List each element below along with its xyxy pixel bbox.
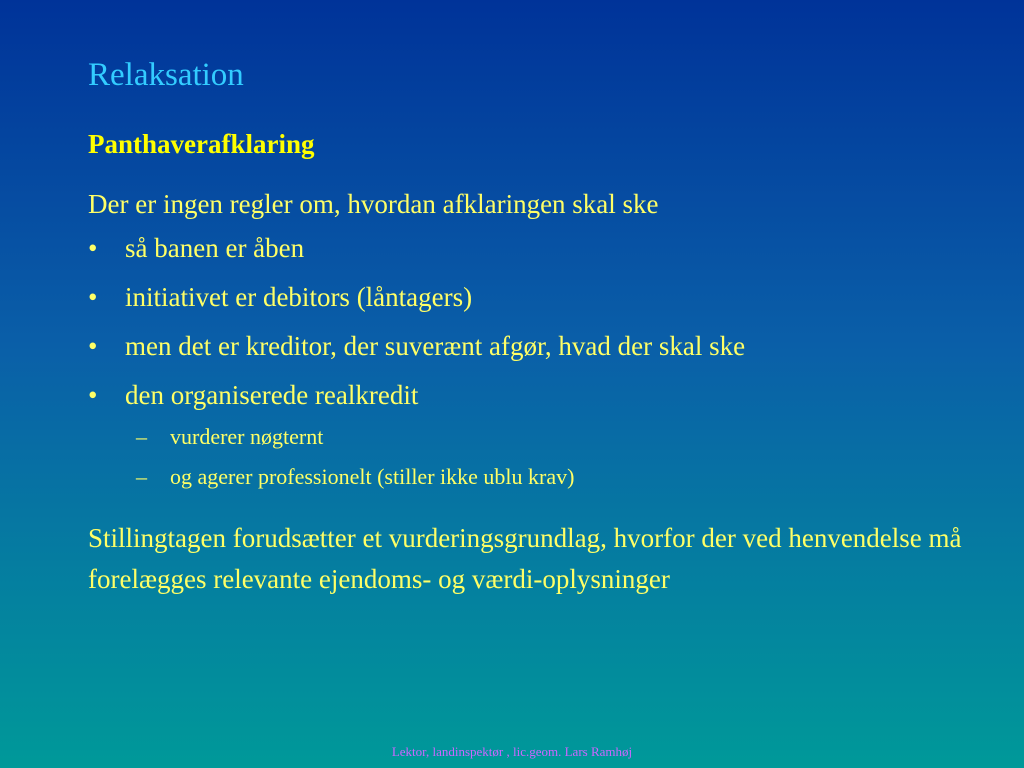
bullet-item bbox=[88, 232, 745, 281]
bullet-text: initiativet er debitors (låntagers) bbox=[125, 282, 473, 312]
bullet-item bbox=[88, 379, 745, 428]
slide-subtitle: Panthaverafklaring bbox=[88, 129, 315, 159]
sub-bullet-marker: – bbox=[136, 464, 147, 489]
sub-bullet-text: og agerer professionelt (stiller ikke ublu krav) bbox=[170, 464, 575, 489]
sub-bullet-list bbox=[136, 424, 574, 504]
sub-bullet-text: vurderer nøgternt bbox=[170, 424, 324, 449]
bullet-item bbox=[88, 281, 745, 330]
sub-bullet-item bbox=[136, 464, 574, 504]
sub-bullet-marker: – bbox=[136, 424, 147, 449]
bullet-text: den organiserede realkredit bbox=[125, 380, 419, 410]
bullet-text: så banen er åben bbox=[125, 233, 305, 263]
lead-text: Der er ingen regler om, hvordan afklaringen skal ske bbox=[88, 189, 659, 219]
bullet-marker: • bbox=[88, 331, 98, 361]
bullet-marker: • bbox=[88, 380, 98, 410]
closing-paragraph: Stillingtagen forudsætter et vurderingsgrundlag, hvorfor der ved henvendelse må forelægges relevante ejendoms- og værdi-oplysninger bbox=[88, 523, 962, 594]
footer-text: Lektor, landinspektør , lic.geom. Lars Ramhøj bbox=[391, 744, 633, 759]
sub-bullet-item bbox=[136, 424, 574, 464]
bullet-list bbox=[88, 232, 745, 428]
bullet-item bbox=[88, 330, 745, 379]
bullet-marker: • bbox=[88, 233, 98, 263]
slide-title: Relaksation bbox=[88, 57, 244, 93]
bullet-text: men det er kreditor, der suverænt afgør, hvad der skal ske bbox=[125, 331, 746, 361]
bullet-marker: • bbox=[88, 282, 98, 312]
